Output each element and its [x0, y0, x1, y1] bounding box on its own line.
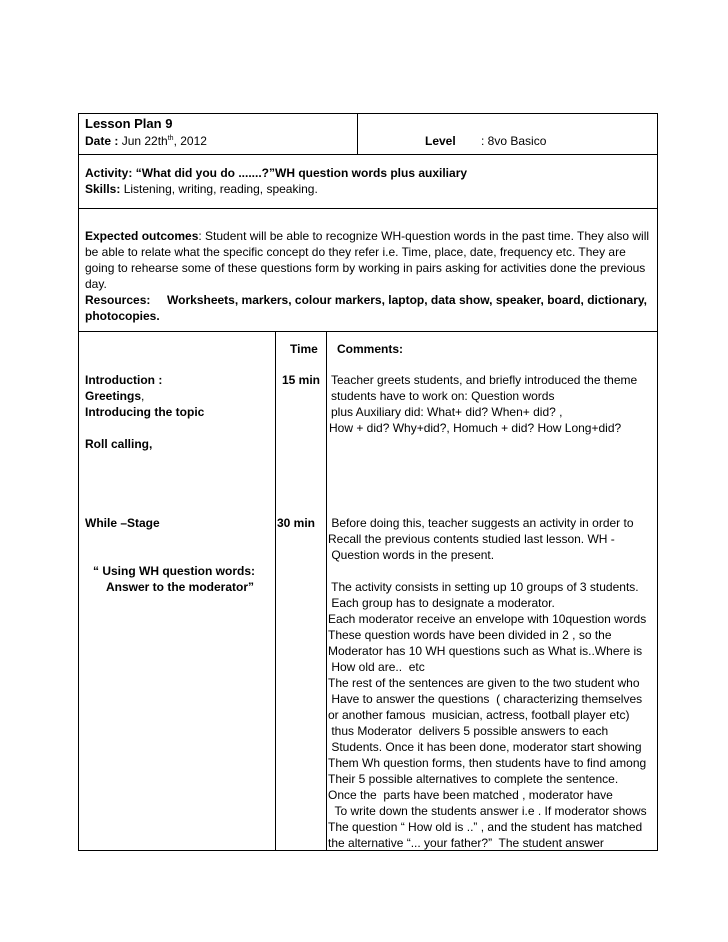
lesson-title: Lesson Plan 9 — [85, 116, 173, 131]
intro-time: 15 min — [282, 373, 321, 387]
divider-activity — [79, 208, 657, 209]
while-comment-line: Students. Once it has been done, moderator start showing — [328, 740, 642, 754]
level-label: Level — [425, 134, 456, 148]
while-comment-line: Once the parts have been matched , moderator have — [328, 788, 613, 802]
while-stage-label: While –Stage — [85, 516, 160, 530]
outcomes-line-4: day. — [85, 277, 107, 291]
divider-outcomes — [79, 331, 657, 332]
intro-label: Introduction : — [85, 373, 163, 387]
outcomes-label: Expected outcomes — [85, 229, 199, 243]
activity-row — [85, 165, 467, 181]
while-comment-line: Them Wh question forms, then students have to find among — [328, 756, 647, 770]
intro-comment-line: plus Auxiliary did: What+ did? When+ did? , — [331, 405, 563, 419]
resources-value: Worksheets, markers, colour markers, laptop, data show, speaker, board, dictionary, — [167, 293, 647, 307]
date-label: Date : — [85, 134, 119, 148]
comments-header: Comments: — [337, 342, 404, 356]
resources-label: Resources: — [85, 293, 151, 307]
outcomes-line-2: be able to relate what the specific concept do they refer i.e. Time, place, date, frequency etc. They are — [85, 245, 626, 259]
while-comment-line: The activity consists in setting up 10 groups of 3 students. — [328, 580, 639, 594]
while-comment-line: How old are.. etc — [328, 660, 425, 674]
while-comment-line: The rest of the sentences are given to the two student who — [328, 676, 640, 690]
while-comment-line: Before doing this, teacher suggests an activity in order to — [328, 516, 634, 530]
while-comment-line: The question “ How old is ..” , and the student has matched — [328, 820, 643, 834]
skills-label: Skills: — [85, 182, 121, 196]
while-comment-line: or another famous musician, actress, football player etc) — [328, 708, 630, 722]
intro-comment-line: students have to work on: Question words — [331, 389, 555, 403]
date-value: Jun 22th — [121, 134, 168, 148]
while-subtitle-1: “ Using WH question words: — [93, 564, 255, 578]
divider-header — [79, 154, 657, 155]
while-comment-line: Recall the previous contents studied last lesson. WH - — [328, 532, 615, 546]
while-comment-line: To write down the students answer i.e . If moderator shows — [328, 804, 647, 818]
while-comment-line: Have to answer the questions ( characterizing themselves — [328, 692, 643, 706]
resources-line-2: photocopies. — [85, 309, 160, 323]
lesson-plan-table — [78, 113, 658, 851]
while-comment-line: the alternative “... your father?” The student answer — [328, 836, 604, 850]
time-header: Time — [290, 342, 318, 356]
greetings-row — [85, 388, 144, 404]
greetings-label: Greetings — [85, 389, 142, 403]
while-comment-line: Their 5 possible alternatives to complete the sentence. — [328, 772, 619, 786]
while-comment-line: These question words have been divided in 2 , so the — [328, 628, 612, 642]
while-comment-line: Question words in the present. — [328, 548, 495, 562]
while-comment-line: Each moderator receive an envelope with 10question words — [328, 612, 647, 626]
outcomes-text-1: : Student will be able to recognize WH-question words in the past time. They also will — [198, 229, 650, 243]
roll-calling-label: Roll calling, — [85, 437, 153, 451]
outcomes-line-1 — [85, 228, 649, 244]
date-year: , 2012 — [173, 134, 207, 148]
skills-row — [85, 181, 318, 197]
date-sup: th — [167, 135, 174, 142]
resources-row — [85, 292, 647, 308]
activity-value: “What did you do .......?”WH question words plus auxiliary — [135, 166, 468, 180]
activity-label: Activity: — [85, 166, 133, 180]
introducing-topic-label: Introducing the topic — [85, 405, 205, 419]
greetings-comma: , — [141, 389, 145, 403]
while-comment-line: thus Moderator delivers 5 possible answers to each — [328, 724, 609, 738]
while-comment-line: Moderator has 10 WH questions such as What is..Where is — [328, 644, 643, 658]
divider-level — [357, 114, 358, 154]
intro-comment-line: How + did? Why+did?, Homuch + did? How Long+did? — [329, 421, 622, 435]
level-value: : 8vo Basico — [481, 134, 547, 148]
skills-value: Listening, writing, reading, speaking. — [123, 182, 318, 196]
date-row — [85, 133, 207, 149]
while-subtitle-2: Answer to the moderator” — [106, 580, 255, 594]
while-comment-line: Each group has to designate a moderator. — [328, 596, 555, 610]
outcomes-line-3: going to rehearse some of these questions form by working in pairs asking for activities done the previous — [85, 261, 646, 275]
intro-comment-line: Teacher greets students, and briefly introduced the theme — [331, 373, 638, 387]
while-time: 30 min — [277, 516, 316, 530]
divider-time-left — [275, 331, 276, 850]
divider-time-right — [326, 331, 327, 850]
